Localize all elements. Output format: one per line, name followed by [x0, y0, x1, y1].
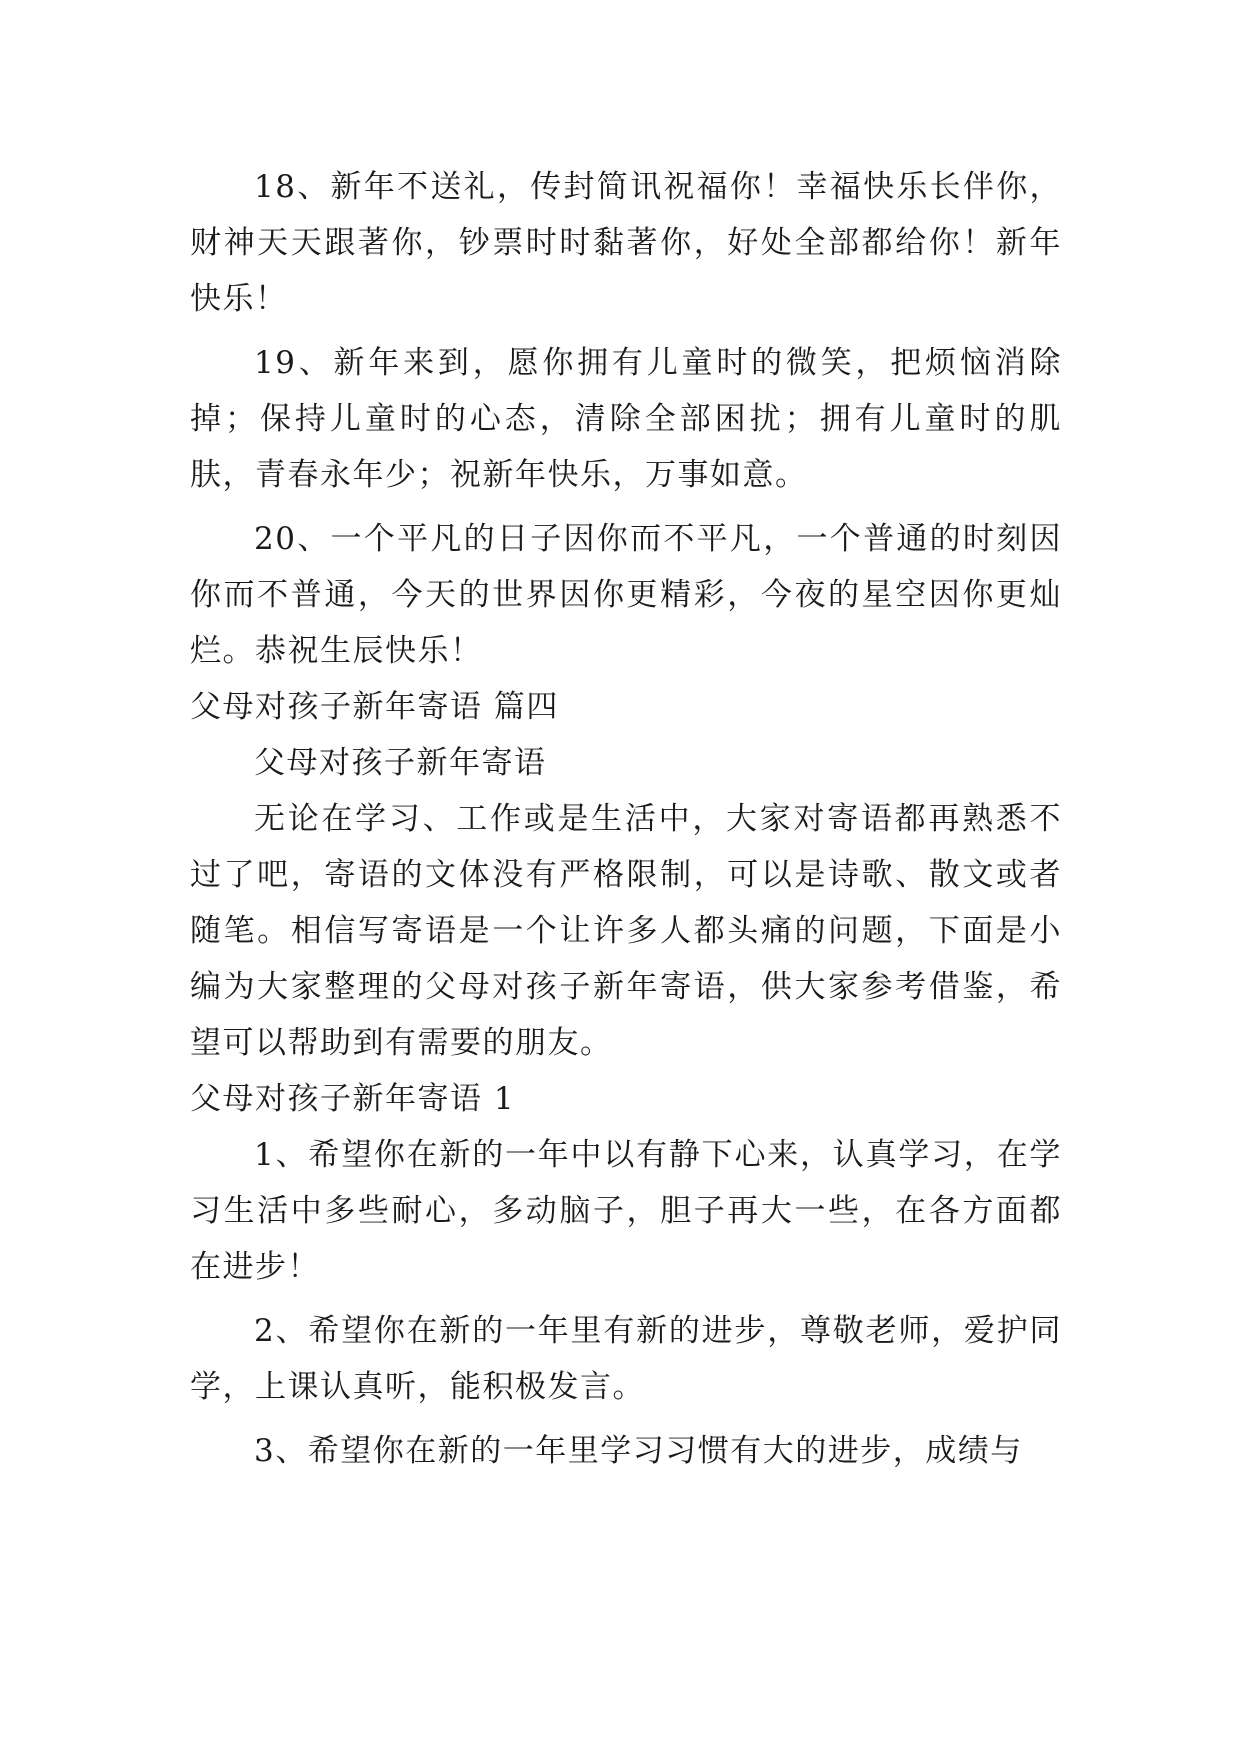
greeting-item-20: 20、一个平凡的日子因你而不平凡，一个普通的时刻因你而不普通，今天的世界因你更精彩，今夜的星空因你更灿烂。恭祝生辰快乐！	[190, 521, 1062, 669]
wish-item-3: 3、希望你在新的一年里学习习惯有大的进步，成绩与	[254, 1433, 1023, 1469]
subsection-heading: 父母对孩子新年寄语 1	[190, 1081, 516, 1117]
section-subtitle: 父母对孩子新年寄语	[254, 745, 547, 781]
intro-paragraph: 无论在学习、工作或是生活中，大家对寄语都再熟悉不过了吧，寄语的文体没有严格限制，可以是诗歌、散文或者随笔。相信写寄语是一个让许多人都头痛的问题，下面是小编为大家整理的父母对孩子新年寄语，供大家参考借鉴，希望可以帮助到有需要的朋友。	[190, 801, 1062, 1061]
wish-item-2: 2、希望你在新的一年里有新的进步，尊敬老师，爱护同学，上课认真听，能积极发言。	[190, 1313, 1062, 1405]
section-heading: 父母对孩子新年寄语 篇四	[190, 689, 559, 725]
greeting-item-18: 18、新年不送礼，传封简讯祝福你！幸福快乐长伴你，财神天天跟著你，钞票时时黏著你，好处全部都给你！新年快乐！	[190, 169, 1062, 317]
greeting-item-19: 19、新年来到，愿你拥有儿童时的微笑，把烦恼消除掉；保持儿童时的心态，清除全部困扰；拥有儿童时的肌肤，青春永年少；祝新年快乐，万事如意。	[190, 345, 1062, 493]
wish-item-1: 1、希望你在新的一年中以有静下心来，认真学习，在学习生活中多些耐心，多动脑子，胆子再大一些，在各方面都在进步！	[190, 1137, 1062, 1285]
document-body	[190, 159, 1062, 1479]
